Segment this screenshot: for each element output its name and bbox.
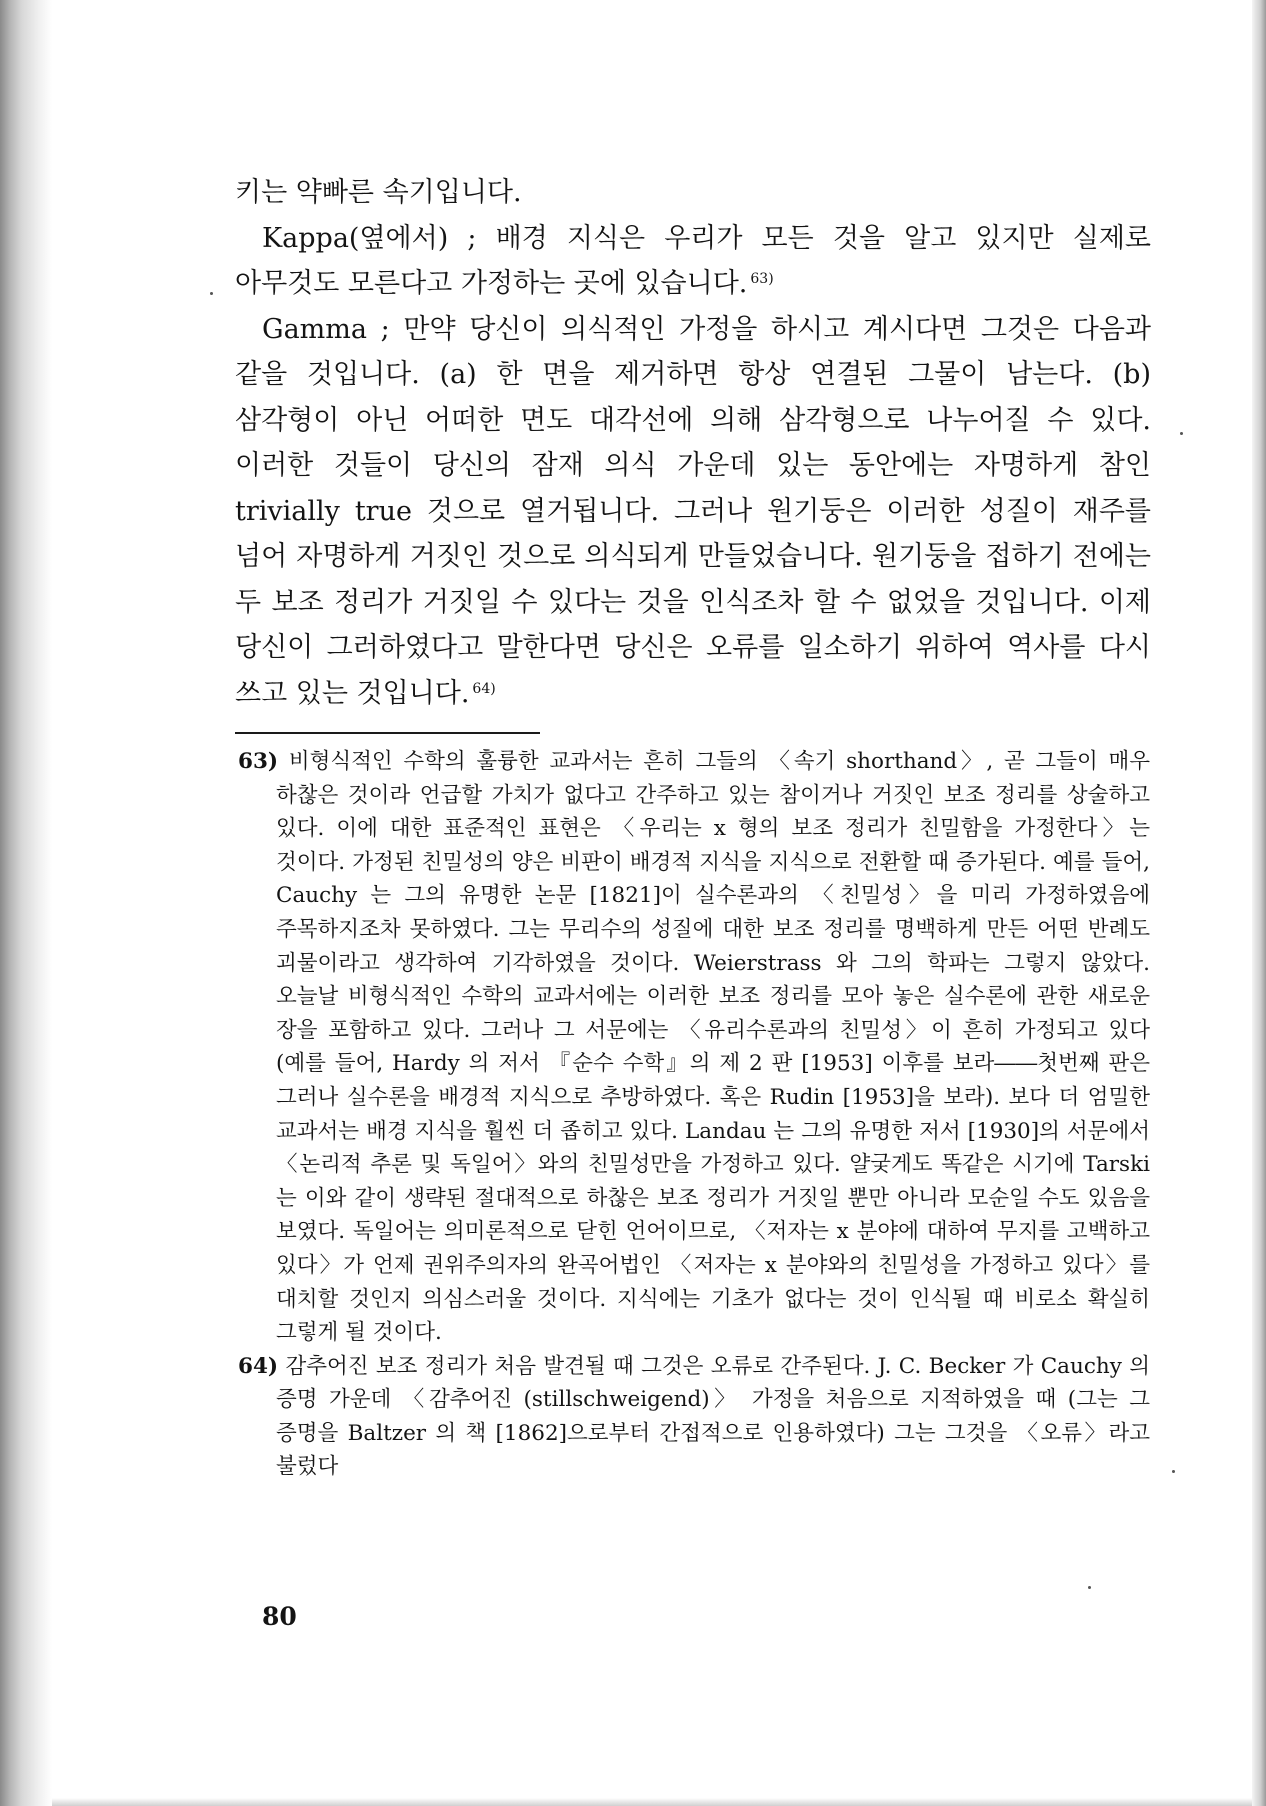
footnote-text: 비형식적인 수학의 훌륭한 교과서는 흔히 그들의 〈속기 shorthand〉, 곧 그들이 매우 하찮은 것이라 언급할 가치가 없다고 간주하고 있는 참이거나 거짓인 보조 정리를 상술하고 있다. 이에 대한 표준적인 표현은 〈우리는 x 형의 보조 정리가 친밀함을 가정한다〉는 것이다. 가정된 친밀성의 양은 비판이 배경적 지식을 지식으로 전환할 때 증가된다. 예를 들어, Cauchy 는 그의 유명한 논문 [1821]이 실수론과의 〈친밀성〉을 미리 가정하였음에 주목하지조차 못하였다. 그는 무리수의 성질에 대한 보조 정리를 명백하게 만든 어떤 반례도 괴물이라고 생각하여 기각하였을 것이다. Weierstrass 와 그의 학파는 그렇지 않았다. 오늘날 비형식적인 수학의 교과서에는 이러한 보조 정리를 모아 놓은 실수론에 관한 새로운 장을 포함하고 있다. 그러나 그 서문에는 〈유리수론과의 친밀성〉이 흔히 가정되고 있다(예를 들어, Hardy 의 저서 『순수 수학』의 제 2 판 [1953] 이후를 보라――첫번째 판은 그러나 실수론을 배경적 지식으로 추방하였다. 혹은 Rudin [1953]을 보라). 보다 더 엄밀한 교과서는 배경 지식을 훨씬 더 좁히고 있다. Landau 는 그의 유명한 저서 [1930]의 서문에서 〈논리적 추론 및 독일어〉와의 친밀성만을 가정하고 있다. 얄궂게도 똑같은 시기에 Tarski 는 이와 같이 생략된 절대적으로 하찮은 보조 정리가 거짓일 뿐만 아니라 모순일 수도 있음을 보였다. 독일어는 의미론적으로 닫힌 언어이므로, 〈저자는 x 분야에 대하여 무지를 고백하고 있다〉가 언제 권위주의자의 완곡어법인 〈저자는 x 분야와의 친밀성을 가정하고 있다〉를 대치할 것인지 의심스러울 것이다. 지식에는 기초가 없다는 것이 인식될 때 비로소 확실히 그렇게 될 것이다. — [276, 749, 1150, 1346]
page-binding-shadow — [0, 0, 52, 1806]
footnote-ref-63[interactable]: 63) — [750, 271, 774, 287]
paragraph-1-text: 키는 약빠른 속기입니다. — [235, 177, 522, 208]
footnote-64 — [238, 1350, 1150, 1484]
page-edge-bottom — [52, 1798, 1252, 1806]
main-text — [235, 170, 1151, 716]
paragraph-3 — [235, 307, 1151, 717]
page-number: 80 — [262, 1602, 297, 1631]
footnote-number: 64) — [238, 1353, 279, 1379]
paragraph-2 — [235, 216, 1151, 307]
scan-speck — [1180, 432, 1183, 435]
scan-speck — [1088, 1586, 1091, 1589]
footnote-text: 감추어진 보조 정리가 처음 발견될 때 그것은 오류로 간주된다. J. C. Becker 가 Cauchy 의 증명 가운데 〈감추어진 (stillschweigend)〉 가정을 처음으로 지적하였을 때 (그는 그 증명을 Baltzer 의 책 [1862]으로부터 간접적으로 인용하였다) 그는 그것을 〈오류〉라고 불렀다 — [276, 1353, 1150, 1480]
footnote-63 — [238, 745, 1150, 1350]
paragraph-3-text: Gamma ; 만약 당신이 의식적인 가정을 하시고 계시다면 그것은 다음과 같을 것입니다. (a) 한 면을 제거하면 항상 연결된 그물이 남는다. (b) 삼각형이 아닌 어떠한 면도 대각선에 의해 삼각형으로 나누어질 수 있다. 이러한 것들이 당신의 잠재 의식 가운데 있는 동안에는 자명하게 참인 trivially true 것으로 열거됩니다. 그러나 원기둥은 이러한 성질이 재주를 넘어 자명하게 거짓인 것으로 의식되게 만들었습니다. 원기둥을 접하기 전에는 두 보조 정리가 거짓일 수 있다는 것을 인식조차 할 수 없었을 것입니다. 이제 당신이 그러하였다고 말한다면 당신은 오류를 일소하기 위하여 역사를 다시 쓰고 있는 것입니다. — [235, 313, 1151, 709]
footnote-divider — [235, 732, 540, 734]
paragraph-1 — [235, 170, 1151, 216]
footnote-number: 63) — [238, 749, 279, 774]
page-edge-right — [1252, 0, 1266, 1806]
footnotes — [238, 745, 1150, 1484]
paragraph-2-text: Kappa(옆에서) ; 배경 지식은 우리가 모든 것을 알고 있지만 실제로 아무것도 모른다고 가정하는 곳에 있습니다. — [235, 222, 1151, 299]
scan-speck — [210, 292, 213, 295]
footnote-ref-64[interactable]: 64) — [472, 680, 496, 697]
scan-speck — [1172, 1470, 1175, 1473]
